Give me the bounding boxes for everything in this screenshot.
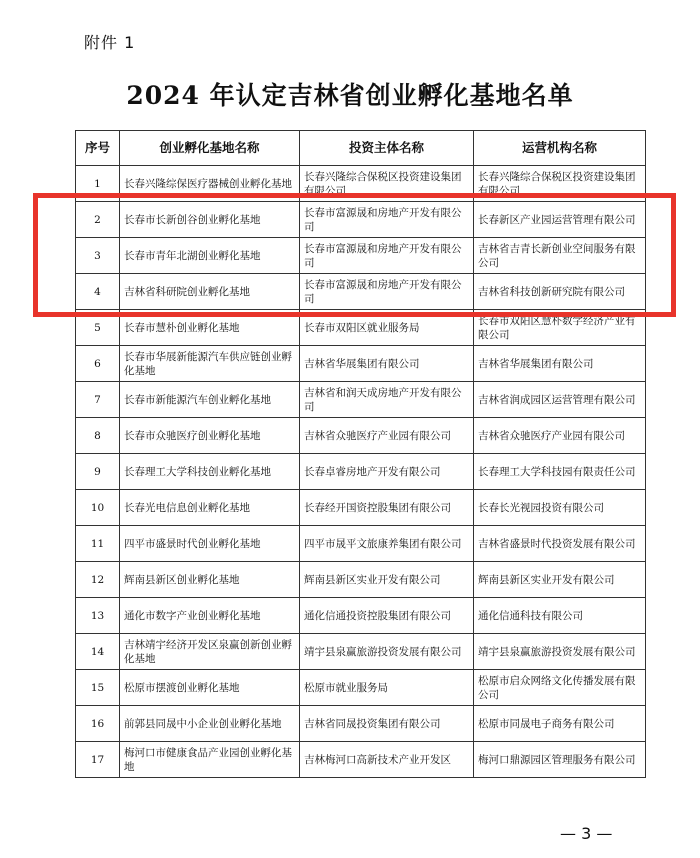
investor-cell: 长春经开国资控股集团有限公司 <box>300 490 474 526</box>
base-name-cell: 松原市摆渡创业孵化基地 <box>120 670 300 706</box>
investor-cell: 吉林省和润天成房地产开发有限公司 <box>300 382 474 418</box>
row-number: 2 <box>76 202 120 238</box>
row-number: 14 <box>76 634 120 670</box>
incubation-base-table <box>75 130 646 778</box>
row-number: 10 <box>76 490 120 526</box>
base-name-cell: 长春兴隆综保医疗器械创业孵化基地 <box>120 166 300 202</box>
operator-cell: 吉林省润成园区运营管理有限公司 <box>474 382 646 418</box>
row-number: 12 <box>76 562 120 598</box>
row-number: 9 <box>76 454 120 490</box>
investor-cell: 靖宇县泉赢旅游投资发展有限公司 <box>300 634 474 670</box>
investor-cell: 辉南县新区实业开发有限公司 <box>300 562 474 598</box>
header-investor: 投资主体名称 <box>300 131 474 166</box>
operator-cell: 吉林省华展集团有限公司 <box>474 346 646 382</box>
base-name-cell: 长春市长新创谷创业孵化基地 <box>120 202 300 238</box>
row-number: 17 <box>76 742 120 778</box>
investor-cell: 长春卓睿房地产开发有限公司 <box>300 454 474 490</box>
header-base-name: 创业孵化基地名称 <box>120 131 300 166</box>
operator-cell: 长春市双阳区慧朴数字经济产业有限公司 <box>474 310 646 346</box>
header-operator: 运营机构名称 <box>474 131 646 166</box>
investor-cell: 吉林梅河口高新技术产业开发区 <box>300 742 474 778</box>
investor-cell: 长春市富源晟和房地产开发有限公司 <box>300 238 474 274</box>
table-row <box>76 202 646 238</box>
base-name-cell: 长春市青年北湖创业孵化基地 <box>120 238 300 274</box>
base-name-cell: 梅河口市健康食品产业园创业孵化基地 <box>120 742 300 778</box>
row-number: 4 <box>76 274 120 310</box>
base-name-cell: 长春市众驰医疗创业孵化基地 <box>120 418 300 454</box>
table-row <box>76 346 646 382</box>
document-title: 2024 年认定吉林省创业孵化基地名单 <box>126 81 574 110</box>
table-body <box>76 166 646 778</box>
table-row <box>76 274 646 310</box>
table-row <box>76 742 646 778</box>
operator-cell: 吉林省吉青长新创业空间服务有限公司 <box>474 238 646 274</box>
investor-cell: 松原市就业服务局 <box>300 670 474 706</box>
row-number: 1 <box>76 166 120 202</box>
operator-cell: 吉林省盛景时代投资发展有限公司 <box>474 526 646 562</box>
operator-cell: 长春长光视园投资有限公司 <box>474 490 646 526</box>
investor-cell: 长春市双阳区就业服务局 <box>300 310 474 346</box>
row-number: 8 <box>76 418 120 454</box>
table-header-row <box>76 131 646 166</box>
operator-cell: 长春新区产业园运营管理有限公司 <box>474 202 646 238</box>
row-number: 16 <box>76 706 120 742</box>
operator-cell: 吉林省众驰医疗产业园有限公司 <box>474 418 646 454</box>
investor-cell: 四平市晟平文旅康养集团有限公司 <box>300 526 474 562</box>
base-name-cell: 吉林省科研院创业孵化基地 <box>120 274 300 310</box>
operator-cell: 靖宇县泉赢旅游投资发展有限公司 <box>474 634 646 670</box>
row-number: 5 <box>76 310 120 346</box>
row-number: 13 <box>76 598 120 634</box>
row-number: 7 <box>76 382 120 418</box>
table-row <box>76 310 646 346</box>
operator-cell: 松原市同晟电子商务有限公司 <box>474 706 646 742</box>
base-name-cell: 长春光电信息创业孵化基地 <box>120 490 300 526</box>
base-name-cell: 长春理工大学科技创业孵化基地 <box>120 454 300 490</box>
investor-cell: 通化信通投资控股集团有限公司 <box>300 598 474 634</box>
table-row <box>76 598 646 634</box>
base-name-cell: 通化市数字产业创业孵化基地 <box>120 598 300 634</box>
row-number: 11 <box>76 526 120 562</box>
operator-cell: 长春兴隆综合保税区投资建设集团有限公司 <box>474 166 646 202</box>
investor-cell: 吉林省众驰医疗产业园有限公司 <box>300 418 474 454</box>
base-name-cell: 四平市盛景时代创业孵化基地 <box>120 526 300 562</box>
base-name-cell: 前郭县同晟中小企业创业孵化基地 <box>120 706 300 742</box>
base-name-cell: 长春市华展新能源汽车供应链创业孵化基地 <box>120 346 300 382</box>
header-no: 序号 <box>76 131 120 166</box>
operator-cell: 长春理工大学科技园有限责任公司 <box>474 454 646 490</box>
investor-cell: 吉林省华展集团有限公司 <box>300 346 474 382</box>
table-row <box>76 454 646 490</box>
row-number: 15 <box>76 670 120 706</box>
table-row <box>76 166 646 202</box>
operator-cell: 辉南县新区实业开发有限公司 <box>474 562 646 598</box>
table-row <box>76 562 646 598</box>
base-name-cell: 吉林靖宇经济开发区泉赢创新创业孵化基地 <box>120 634 300 670</box>
attachment-label: 附件 1 <box>84 33 136 52</box>
investor-cell: 长春市富源晟和房地产开发有限公司 <box>300 202 474 238</box>
operator-cell: 梅河口鼎源园区管理服务有限公司 <box>474 742 646 778</box>
table-row <box>76 706 646 742</box>
operator-cell: 吉林省科技创新研究院有限公司 <box>474 274 646 310</box>
investor-cell: 长春兴隆综合保税区投资建设集团有限公司 <box>300 166 474 202</box>
investor-cell: 长春市富源晟和房地产开发有限公司 <box>300 274 474 310</box>
row-number: 3 <box>76 238 120 274</box>
table-row <box>76 490 646 526</box>
page-number: — 3 — <box>560 824 613 843</box>
base-name-cell: 辉南县新区创业孵化基地 <box>120 562 300 598</box>
table-row <box>76 634 646 670</box>
row-number: 6 <box>76 346 120 382</box>
base-name-cell: 长春市慧朴创业孵化基地 <box>120 310 300 346</box>
base-name-cell: 长春市新能源汽车创业孵化基地 <box>120 382 300 418</box>
table-row <box>76 670 646 706</box>
table-row <box>76 526 646 562</box>
operator-cell: 通化信通科技有限公司 <box>474 598 646 634</box>
investor-cell: 吉林省同晟投资集团有限公司 <box>300 706 474 742</box>
table-row <box>76 418 646 454</box>
table-row <box>76 382 646 418</box>
table-row <box>76 238 646 274</box>
operator-cell: 松原市启众网络文化传播发展有限公司 <box>474 670 646 706</box>
